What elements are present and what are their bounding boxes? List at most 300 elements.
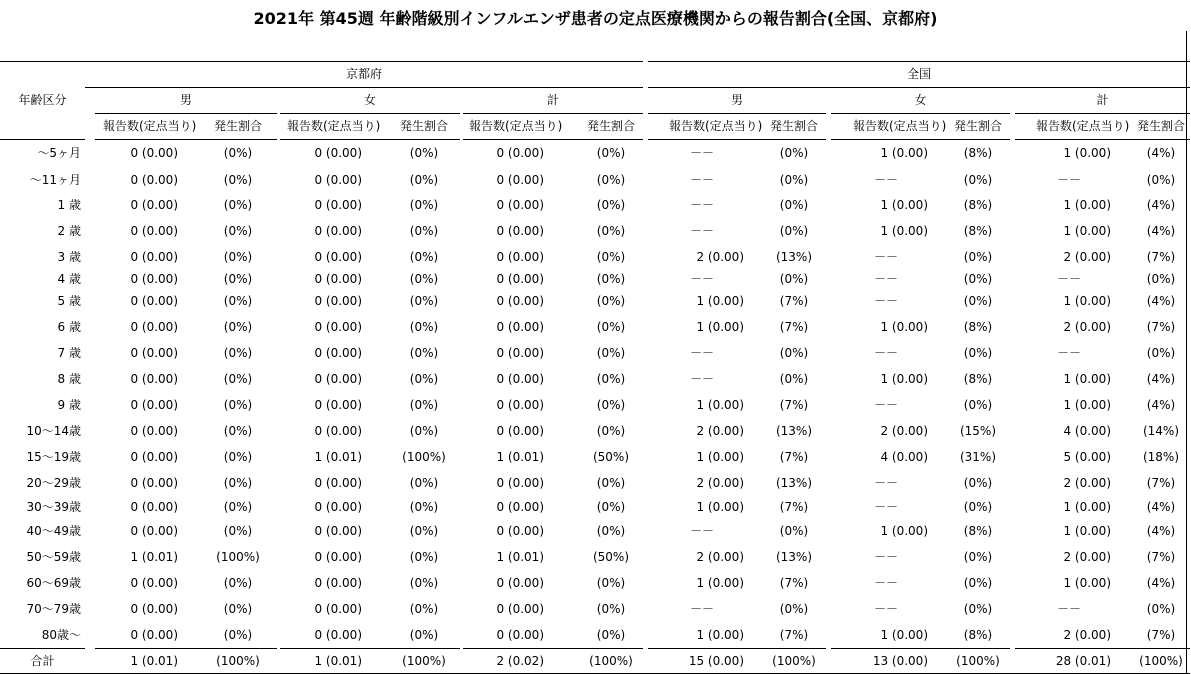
report-count: 0 (0.00) [130, 294, 178, 308]
occurrence-rate: (13%) [775, 424, 813, 438]
occurrence-rate: (0%) [223, 628, 253, 642]
rule-total-0 [95, 648, 277, 649]
rate-col-header: 発生割合 [213, 119, 262, 133]
rule-total-4 [831, 648, 1010, 649]
report-count: －－ [689, 346, 714, 360]
occurrence-rate: (7%) [779, 576, 809, 590]
occurrence-rate: (0%) [963, 346, 993, 360]
report-count: －－ [689, 173, 714, 187]
total-rate: (100%) [772, 654, 816, 668]
report-count: 0 (0.00) [130, 372, 178, 386]
occurrence-rate: (0%) [409, 398, 439, 412]
occurrence-rate: (0%) [409, 424, 439, 438]
report-count: 1 (0.00) [880, 372, 928, 386]
count-col-header: 報告数(定点当り) [469, 119, 563, 133]
occurrence-rate: (0%) [223, 450, 253, 464]
occurrence-rate: (0%) [223, 198, 253, 212]
occurrence-rate: (0%) [596, 224, 626, 238]
age-label: 80歳～ [41, 628, 81, 642]
rate-col-header: 発生割合 [769, 119, 818, 133]
report-count: 2 (0.00) [1063, 550, 1111, 564]
age-label: 3 歳 [57, 250, 81, 264]
occurrence-rate: (0%) [596, 272, 626, 286]
report-count: 0 (0.00) [496, 346, 544, 360]
occurrence-rate: (13%) [775, 476, 813, 490]
occurrence-rate: (0%) [223, 294, 253, 308]
total-count: 1 (0.01) [314, 654, 362, 668]
rule-top-national [648, 61, 1190, 62]
occurrence-rate: (100%) [402, 450, 446, 464]
total-rate: (100%) [402, 654, 446, 668]
region-header-national: 全国 [906, 67, 931, 81]
rate-col-header: 発生割合 [586, 119, 635, 133]
occurrence-rate: (7%) [1146, 628, 1176, 642]
occurrence-rate: (0%) [409, 372, 439, 386]
occurrence-rate: (0%) [1146, 346, 1176, 360]
occurrence-rate: (4%) [1146, 224, 1176, 238]
occurrence-rate: (4%) [1146, 372, 1176, 386]
sex-header: 女 [363, 93, 376, 107]
occurrence-rate: (7%) [1146, 550, 1176, 564]
report-count: 0 (0.00) [496, 146, 544, 160]
age-label: 60～69歳 [26, 576, 81, 590]
report-count: 0 (0.00) [496, 628, 544, 642]
age-label: 2 歳 [57, 224, 81, 238]
report-count: 2 (0.00) [1063, 476, 1111, 490]
report-count: 1 (0.00) [1063, 294, 1111, 308]
report-count: －－ [873, 476, 898, 490]
occurrence-rate: (31%) [959, 450, 997, 464]
rule-total-2 [463, 648, 643, 649]
report-count: 0 (0.00) [314, 294, 362, 308]
report-count: 1 (0.00) [1063, 398, 1111, 412]
report-count: 1 (0.01) [130, 550, 178, 564]
report-count: 0 (0.00) [496, 476, 544, 490]
occurrence-rate: (7%) [779, 294, 809, 308]
occurrence-rate: (4%) [1146, 398, 1176, 412]
page-title: 2021年 第45週 年齢階級別インフルエンザ患者の定点医療機関からの報告割合(全国、京都府) [253, 9, 938, 28]
rule-top-kyoto [0, 61, 643, 62]
occurrence-rate: (0%) [223, 424, 253, 438]
occurrence-rate: (0%) [223, 250, 253, 264]
report-count: 0 (0.00) [314, 550, 362, 564]
occurrence-rate: (0%) [409, 272, 439, 286]
occurrence-rate: (0%) [596, 576, 626, 590]
occurrence-rate: (8%) [963, 146, 993, 160]
report-count: 1 (0.00) [1063, 524, 1111, 538]
total-rate: (100%) [589, 654, 633, 668]
rule-subhead-1 [280, 139, 460, 140]
occurrence-rate: (0%) [963, 476, 993, 490]
total-count: 1 (0.01) [130, 654, 178, 668]
occurrence-rate: (0%) [409, 146, 439, 160]
age-label: 6 歳 [57, 320, 81, 334]
sex-header: 女 [914, 93, 927, 107]
rule-total-3 [648, 648, 826, 649]
report-count: 0 (0.00) [496, 524, 544, 538]
report-count: 1 (0.00) [880, 224, 928, 238]
rate-col-header: 発生割合 [1136, 119, 1185, 133]
rule-subhead-0 [95, 139, 277, 140]
report-count: 2 (0.00) [696, 476, 744, 490]
report-count: 1 (0.00) [1063, 576, 1111, 590]
occurrence-rate: (0%) [963, 602, 993, 616]
occurrence-rate: (0%) [963, 576, 993, 590]
report-count: 0 (0.00) [314, 320, 362, 334]
rule-subhead-5 [1015, 139, 1190, 140]
report-count: 2 (0.00) [696, 424, 744, 438]
occurrence-rate: (0%) [409, 173, 439, 187]
occurrence-rate: (0%) [779, 372, 809, 386]
rule-sex-4 [831, 113, 1010, 114]
report-count: －－ [689, 602, 714, 616]
age-label: 7 歳 [57, 346, 81, 360]
report-count: 1 (0.00) [696, 398, 744, 412]
report-count: 1 (0.00) [1063, 146, 1111, 160]
count-col-header: 報告数(定点当り) [287, 119, 381, 133]
report-count: 0 (0.00) [496, 424, 544, 438]
report-count: 0 (0.00) [130, 524, 178, 538]
occurrence-rate: (100%) [216, 550, 260, 564]
rule-sex-5 [1015, 113, 1190, 114]
report-count: 0 (0.00) [130, 346, 178, 360]
report-count: 1 (0.00) [696, 628, 744, 642]
count-col-header: 報告数(定点当り) [853, 119, 947, 133]
report-count: －－ [689, 146, 714, 160]
occurrence-rate: (0%) [223, 224, 253, 238]
report-count: －－ [689, 524, 714, 538]
report-count: 0 (0.00) [496, 372, 544, 386]
report-count: 0 (0.00) [130, 146, 178, 160]
occurrence-rate: (7%) [779, 320, 809, 334]
total-count: 15 (0.00) [688, 654, 744, 668]
occurrence-rate: (13%) [775, 550, 813, 564]
occurrence-rate: (4%) [1146, 198, 1176, 212]
occurrence-rate: (7%) [779, 628, 809, 642]
occurrence-rate: (0%) [223, 398, 253, 412]
report-count: －－ [689, 372, 714, 386]
occurrence-rate: (0%) [779, 224, 809, 238]
report-count: 0 (0.00) [496, 500, 544, 514]
occurrence-rate: (0%) [223, 320, 253, 334]
report-count: －－ [1056, 346, 1081, 360]
age-label: 70～79歳 [26, 602, 81, 616]
occurrence-rate: (0%) [779, 272, 809, 286]
report-count: 0 (0.00) [314, 173, 362, 187]
occurrence-rate: (8%) [963, 224, 993, 238]
report-count: 0 (0.00) [496, 294, 544, 308]
total-count: 13 (0.00) [872, 654, 928, 668]
age-label: 30～39歳 [26, 500, 81, 514]
report-count: －－ [873, 576, 898, 590]
report-count: 0 (0.00) [496, 173, 544, 187]
occurrence-rate: (0%) [596, 628, 626, 642]
occurrence-rate: (0%) [596, 372, 626, 386]
total-label: 合計 [30, 654, 55, 668]
report-count: 0 (0.00) [130, 450, 178, 464]
report-count: 1 (0.00) [1063, 198, 1111, 212]
occurrence-rate: (0%) [963, 500, 993, 514]
occurrence-rate: (4%) [1146, 294, 1176, 308]
occurrence-rate: (50%) [592, 550, 630, 564]
report-count: 1 (0.00) [880, 628, 928, 642]
report-count: 0 (0.00) [314, 398, 362, 412]
report-count: 0 (0.00) [496, 224, 544, 238]
occurrence-rate: (0%) [596, 198, 626, 212]
count-col-header: 報告数(定点当り) [103, 119, 197, 133]
occurrence-rate: (13%) [775, 250, 813, 264]
report-count: 0 (0.00) [130, 320, 178, 334]
report-count: －－ [873, 398, 898, 412]
report-count: 0 (0.00) [130, 424, 178, 438]
report-count: 0 (0.00) [314, 628, 362, 642]
report-count: 0 (0.00) [130, 272, 178, 286]
report-count: 0 (0.00) [496, 320, 544, 334]
occurrence-rate: (18%) [1142, 450, 1180, 464]
rule-sex-0 [95, 113, 277, 114]
occurrence-rate: (0%) [223, 500, 253, 514]
occurrence-rate: (0%) [779, 198, 809, 212]
occurrence-rate: (0%) [409, 550, 439, 564]
occurrence-rate: (0%) [1146, 272, 1176, 286]
report-count: 0 (0.00) [130, 398, 178, 412]
rule-subhead-2 [463, 139, 643, 140]
report-count: 1 (0.01) [496, 550, 544, 564]
report-count: 1 (0.00) [696, 450, 744, 464]
occurrence-rate: (0%) [596, 476, 626, 490]
occurrence-rate: (7%) [1146, 476, 1176, 490]
report-count: 0 (0.00) [314, 224, 362, 238]
report-count: 2 (0.00) [880, 424, 928, 438]
occurrence-rate: (0%) [223, 346, 253, 360]
report-count: 0 (0.00) [314, 424, 362, 438]
report-count: 0 (0.00) [130, 476, 178, 490]
report-count: 0 (0.00) [314, 272, 362, 286]
report-count: 0 (0.00) [496, 250, 544, 264]
report-count: 1 (0.00) [1063, 500, 1111, 514]
age-label: 8 歳 [57, 372, 81, 386]
report-count: －－ [689, 198, 714, 212]
occurrence-rate: (0%) [223, 173, 253, 187]
report-count: 0 (0.00) [130, 628, 178, 642]
report-count: 2 (0.00) [696, 250, 744, 264]
occurrence-rate: (0%) [223, 372, 253, 386]
report-count: 1 (0.00) [880, 198, 928, 212]
occurrence-rate: (0%) [409, 576, 439, 590]
report-count: 2 (0.00) [696, 550, 744, 564]
occurrence-rate: (0%) [596, 524, 626, 538]
age-label: 15～19歳 [26, 450, 81, 464]
report-count: －－ [873, 250, 898, 264]
report-count: －－ [873, 550, 898, 564]
occurrence-rate: (0%) [596, 424, 626, 438]
report-count: 1 (0.00) [880, 146, 928, 160]
occurrence-rate: (0%) [1146, 602, 1176, 616]
report-count: 2 (0.00) [1063, 320, 1111, 334]
occurrence-rate: (0%) [779, 173, 809, 187]
occurrence-rate: (0%) [223, 576, 253, 590]
report-count: 0 (0.00) [496, 602, 544, 616]
report-count: －－ [1056, 602, 1081, 616]
occurrence-rate: (0%) [596, 146, 626, 160]
rule-region-national [648, 87, 1190, 88]
report-count: 1 (0.00) [696, 320, 744, 334]
total-rate: (100%) [216, 654, 260, 668]
report-count: 0 (0.00) [130, 576, 178, 590]
report-count: 1 (0.00) [696, 294, 744, 308]
report-count: 0 (0.00) [130, 250, 178, 264]
age-label: 10～14歳 [26, 424, 81, 438]
report-count: －－ [873, 272, 898, 286]
sex-header: 計 [1096, 93, 1109, 107]
occurrence-rate: (0%) [223, 524, 253, 538]
total-count: 2 (0.02) [496, 654, 544, 668]
occurrence-rate: (0%) [596, 173, 626, 187]
age-label: 9 歳 [57, 398, 81, 412]
occurrence-rate: (8%) [963, 320, 993, 334]
occurrence-rate: (4%) [1146, 524, 1176, 538]
report-count: 0 (0.00) [496, 576, 544, 590]
occurrence-rate: (0%) [409, 628, 439, 642]
occurrence-rate: (0%) [596, 294, 626, 308]
rule-total-5 [1015, 648, 1190, 649]
occurrence-rate: (0%) [409, 500, 439, 514]
occurrence-rate: (8%) [963, 372, 993, 386]
occurrence-rate: (0%) [596, 346, 626, 360]
occurrence-rate: (8%) [963, 628, 993, 642]
occurrence-rate: (7%) [779, 500, 809, 514]
region-header-kyoto: 京都府 [345, 67, 382, 81]
report-count: 0 (0.00) [314, 146, 362, 160]
report-count: 0 (0.00) [314, 198, 362, 212]
report-count: 1 (0.00) [1063, 372, 1111, 386]
occurrence-rate: (8%) [963, 198, 993, 212]
occurrence-rate: (0%) [409, 224, 439, 238]
occurrence-rate: (0%) [223, 272, 253, 286]
rule-sex-3 [648, 113, 826, 114]
total-rate: (100%) [1139, 654, 1183, 668]
occurrence-rate: (0%) [596, 602, 626, 616]
occurrence-rate: (0%) [409, 250, 439, 264]
report-count: 4 (0.00) [1063, 424, 1111, 438]
total-count: 28 (0.01) [1055, 654, 1111, 668]
report-count: 1 (0.00) [1063, 224, 1111, 238]
report-count: 0 (0.00) [496, 198, 544, 212]
sex-header: 男 [179, 93, 192, 107]
occurrence-rate: (4%) [1146, 576, 1176, 590]
occurrence-rate: (0%) [223, 602, 253, 616]
report-count: 0 (0.00) [314, 500, 362, 514]
report-count: 0 (0.00) [314, 372, 362, 386]
report-count: 0 (0.00) [314, 346, 362, 360]
report-count: 5 (0.00) [1063, 450, 1111, 464]
report-count: －－ [873, 173, 898, 187]
report-count: 0 (0.00) [314, 576, 362, 590]
occurrence-rate: (0%) [779, 602, 809, 616]
rule-age-head [0, 139, 85, 140]
rule-sex-1 [280, 113, 460, 114]
occurrence-rate: (0%) [223, 146, 253, 160]
occurrence-rate: (0%) [409, 320, 439, 334]
sex-header: 計 [546, 93, 559, 107]
report-count: 1 (0.01) [496, 450, 544, 464]
occurrence-rate: (4%) [1146, 146, 1176, 160]
report-count: 0 (0.00) [130, 500, 178, 514]
report-count: 2 (0.00) [1063, 628, 1111, 642]
occurrence-rate: (0%) [1146, 173, 1176, 187]
occurrence-rate: (7%) [779, 398, 809, 412]
report-count: 0 (0.00) [314, 250, 362, 264]
rule-total-1 [280, 648, 460, 649]
report-count: 2 (0.00) [1063, 250, 1111, 264]
report-count: －－ [1056, 272, 1081, 286]
report-count: －－ [1056, 173, 1081, 187]
age-label: 5 歳 [57, 294, 81, 308]
report-count: 0 (0.00) [314, 524, 362, 538]
occurrence-rate: (0%) [963, 272, 993, 286]
report-count: 0 (0.00) [130, 173, 178, 187]
report-count: －－ [873, 602, 898, 616]
report-count: 4 (0.00) [880, 450, 928, 464]
occurrence-rate: (14%) [1142, 424, 1180, 438]
occurrence-rate: (7%) [1146, 320, 1176, 334]
age-label: 4 歳 [57, 272, 81, 286]
age-label: 20～29歳 [26, 476, 81, 490]
report-count: 0 (0.00) [314, 602, 362, 616]
rule-total-age [0, 648, 85, 649]
occurrence-rate: (0%) [779, 524, 809, 538]
report-count: 0 (0.00) [496, 272, 544, 286]
report-count: 0 (0.00) [496, 398, 544, 412]
rule-sex-2 [463, 113, 643, 114]
report-count: 1 (0.00) [880, 524, 928, 538]
report-count: 0 (0.00) [130, 224, 178, 238]
rule-subhead-4 [831, 139, 1010, 140]
report-count: 1 (0.00) [696, 576, 744, 590]
report-count: 0 (0.00) [130, 602, 178, 616]
occurrence-rate: (0%) [409, 524, 439, 538]
report-count: －－ [689, 272, 714, 286]
count-col-header: 報告数(定点当り) [669, 119, 763, 133]
occurrence-rate: (0%) [779, 146, 809, 160]
occurrence-rate: (0%) [963, 550, 993, 564]
occurrence-rate: (0%) [596, 500, 626, 514]
age-label: ～11ヶ月 [29, 173, 81, 187]
occurrence-rate: (8%) [963, 524, 993, 538]
occurrence-rate: (0%) [409, 198, 439, 212]
occurrence-rate: (0%) [963, 294, 993, 308]
count-col-header: 報告数(定点当り) [1036, 119, 1130, 133]
rate-col-header: 発生割合 [399, 119, 448, 133]
occurrence-rate: (0%) [963, 173, 993, 187]
occurrence-rate: (7%) [1146, 250, 1176, 264]
age-label: 50～59歳 [26, 550, 81, 564]
report-count: －－ [873, 500, 898, 514]
occurrence-rate: (0%) [779, 346, 809, 360]
report-count: 0 (0.00) [314, 476, 362, 490]
occurrence-rate: (50%) [592, 450, 630, 464]
occurrence-rate: (15%) [959, 424, 997, 438]
occurrence-rate: (0%) [223, 476, 253, 490]
occurrence-rate: (0%) [963, 398, 993, 412]
age-label: 40～49歳 [26, 524, 81, 538]
sex-header: 男 [730, 93, 743, 107]
occurrence-rate: (0%) [409, 476, 439, 490]
occurrence-rate: (0%) [596, 320, 626, 334]
rule-region-kyoto [85, 87, 643, 88]
age-label: 1 歳 [57, 198, 81, 212]
occurrence-rate: (7%) [779, 450, 809, 464]
